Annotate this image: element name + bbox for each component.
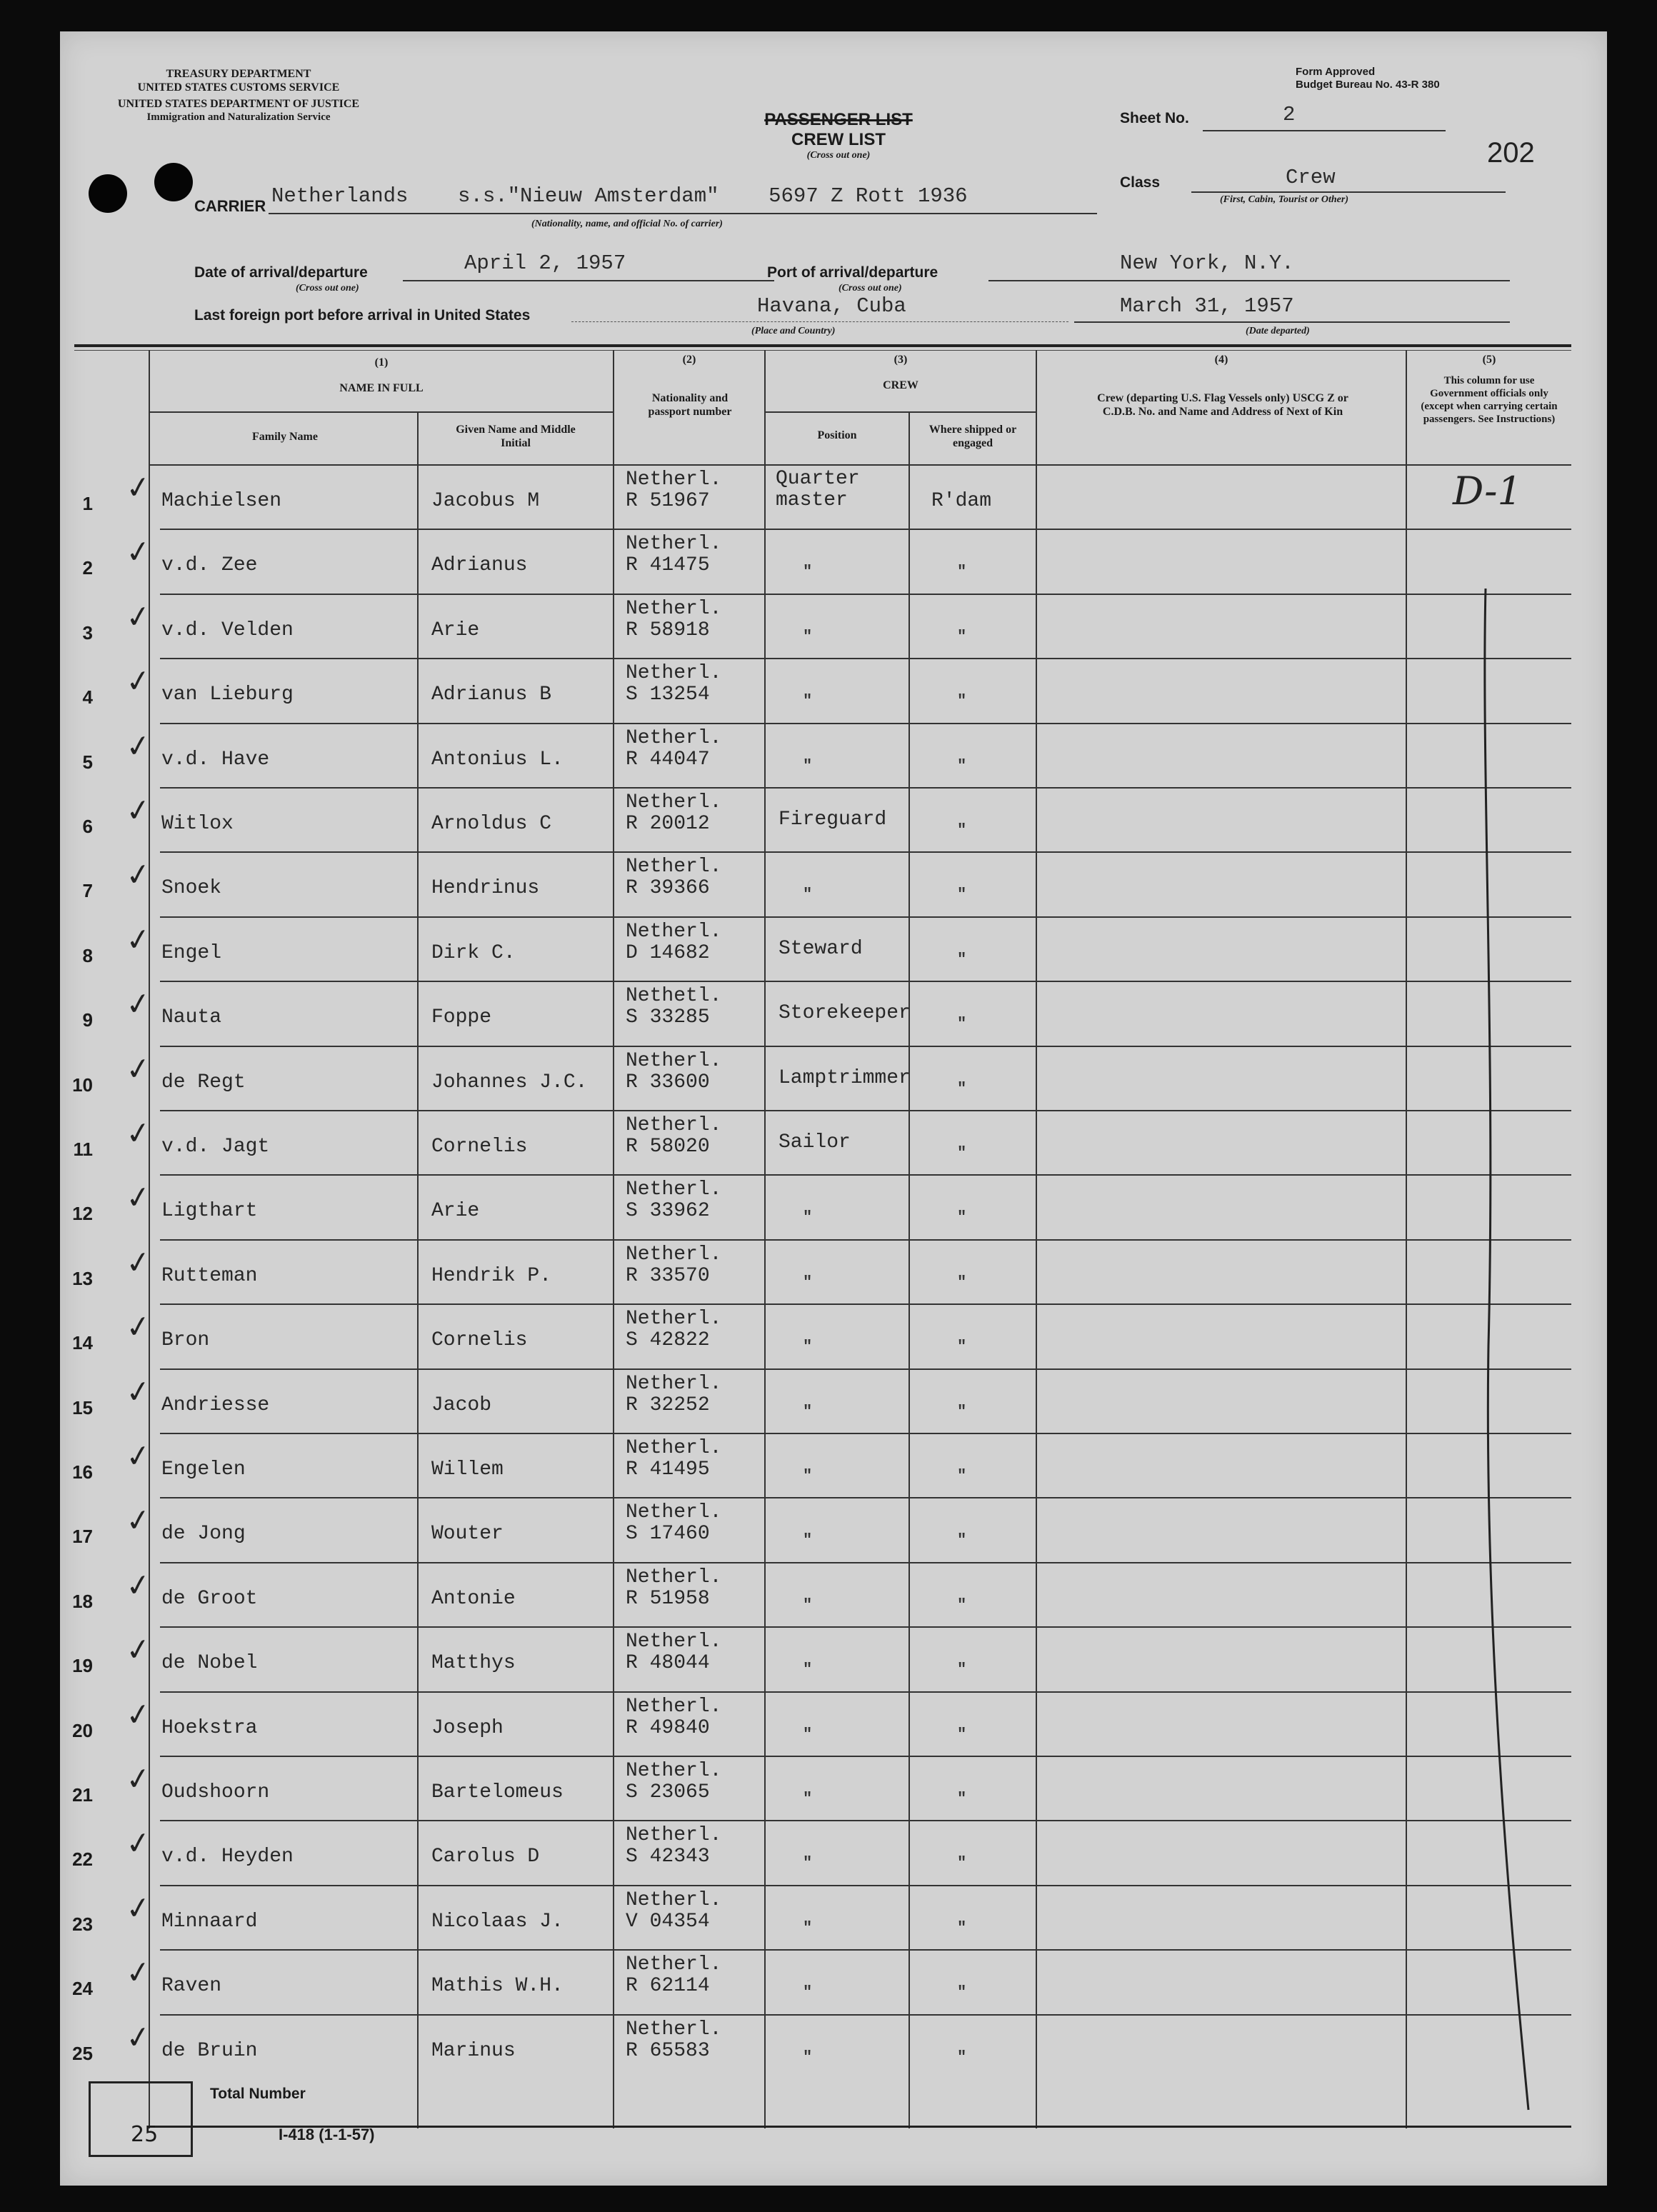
position-ditto: " [803, 2048, 813, 2066]
total-value: 25 [131, 2122, 159, 2147]
checkmark-icon: ✓ [123, 1436, 154, 1476]
position-ditto: " [803, 1854, 813, 1873]
row-number: 10 [72, 1074, 93, 1096]
given-name: Arie [431, 1200, 480, 1223]
given-name: Jacobus M [431, 490, 540, 512]
row-number: 7 [82, 880, 93, 902]
where-shipped-ditto: " [957, 1596, 967, 1614]
family-name: v.d. Velden [161, 619, 294, 641]
row-number: 22 [72, 1848, 93, 1871]
where-shipped-ditto: " [957, 627, 967, 646]
checkmark-icon: ✓ [123, 468, 154, 507]
where-shipped-ditto: " [957, 886, 967, 904]
date-cross-note: (Cross out one) [296, 283, 359, 294]
checkmark-icon: ✓ [123, 1888, 154, 1928]
passport-number: R 33570 [626, 1264, 710, 1287]
given-name: Carolus D [431, 1846, 540, 1868]
nationality: Netherl. [626, 2018, 722, 2041]
nationality: Netherl. [626, 469, 722, 491]
row-divider [160, 1303, 1571, 1305]
nationality: Netherl. [626, 1308, 722, 1331]
row-divider [160, 1626, 1571, 1628]
given-name: Antonie [431, 1587, 516, 1610]
row-divider [160, 1174, 1571, 1176]
position: Storekeeper [779, 1002, 911, 1025]
nationality: Netherl. [626, 1049, 722, 1072]
given-name: Cornelis [431, 1136, 528, 1158]
given-name: Jacob [431, 1393, 492, 1416]
official-note: D-1 [1453, 469, 1522, 514]
where-shipped-ditto: " [957, 1208, 967, 1227]
passport-number: S 13254 [626, 684, 710, 706]
position-ditto: " [803, 1467, 813, 1485]
row-divider [160, 1368, 1571, 1370]
col2-number: (2) [682, 354, 696, 366]
where-shipped-ditto: " [957, 1854, 967, 1873]
row-divider [160, 1820, 1571, 1821]
carrier-label: CARRIER [194, 197, 266, 215]
nationality: Netherl. [626, 533, 722, 556]
where-shipped-ditto: " [957, 1079, 967, 1098]
col4-number: (4) [1214, 354, 1228, 366]
given-name: Joseph [431, 1716, 504, 1739]
departed-note: (Date departed) [1246, 326, 1310, 336]
passport-number: R 58918 [626, 619, 710, 641]
col2-title: Nationality and passport number [648, 392, 732, 418]
col-where-shipped: Where shipped or engaged [928, 424, 1017, 449]
family-name: van Lieburg [161, 684, 294, 706]
nationality: Netherl. [626, 1695, 722, 1718]
row-number: 3 [82, 621, 93, 644]
row-divider [160, 1239, 1571, 1241]
where-shipped-ditto: " [957, 1015, 967, 1034]
nationality: Netherl. [626, 1824, 722, 1847]
document-sheet [60, 31, 1607, 2186]
nationality: Netherl. [626, 791, 722, 814]
nationality: Netherl. [626, 1437, 722, 1459]
nationality: Netherl. [626, 1631, 722, 1653]
row-divider [160, 787, 1571, 789]
where-shipped-ditto: " [957, 1531, 967, 1550]
given-name: Matthys [431, 1652, 516, 1675]
row-number: 17 [72, 1526, 93, 1548]
family-name: Engel [161, 941, 222, 964]
class-note: (First, Cabin, Tourist or Other) [1220, 194, 1348, 205]
passport-number: R 48044 [626, 1652, 710, 1675]
bracket-line-icon [1460, 560, 1574, 2117]
checkmark-icon: ✓ [123, 856, 154, 894]
where-shipped-ditto: " [957, 563, 967, 581]
budget-bureau: Budget Bureau No. 43-R 380 [1296, 79, 1440, 91]
where-shipped: R'dam [931, 490, 992, 512]
checkmark-icon: ✓ [123, 1695, 154, 1733]
family-name: v.d. Zee [161, 554, 258, 577]
passport-number: S 23065 [626, 1781, 710, 1803]
checkmark-icon: ✓ [123, 1178, 154, 1217]
where-shipped-ditto: " [957, 2048, 967, 2066]
checkmark-icon: ✓ [123, 533, 154, 571]
position-ditto: " [803, 1338, 813, 1356]
where-shipped-ditto: " [957, 1144, 967, 1162]
position-ditto: " [803, 1983, 813, 2002]
col5-number: (5) [1482, 354, 1496, 366]
cross-out-note: (Cross out one) [806, 150, 871, 161]
where-shipped-ditto: " [957, 1790, 967, 1808]
passport-number: S 33285 [626, 1006, 710, 1029]
row-divider [160, 594, 1571, 595]
family-name: Raven [161, 1975, 222, 1998]
nationality: Netherl. [626, 920, 722, 943]
row-number: 11 [73, 1138, 93, 1160]
given-name: Johannes J.C. [431, 1071, 588, 1094]
agency-header [103, 67, 374, 124]
position-ditto: " [803, 627, 813, 646]
sheet-label: Sheet No. [1120, 110, 1189, 126]
family-name: v.d. Have [161, 748, 270, 771]
where-shipped-ditto: " [957, 1661, 967, 1679]
where-shipped-ditto: " [957, 1467, 967, 1485]
family-name: Oudshoorn [161, 1781, 270, 1803]
row-number: 19 [72, 1655, 93, 1677]
col-family-name: Family Name [252, 431, 318, 443]
class-label: Class [1120, 174, 1161, 191]
where-shipped-ditto: " [957, 1918, 967, 1937]
given-name: Mathis W.H. [431, 1975, 564, 1998]
row-number: 14 [72, 1332, 93, 1354]
checkmark-icon: ✓ [123, 1630, 154, 1669]
page-stamp: 202 [1487, 137, 1535, 169]
col1-number: (1) [374, 356, 389, 369]
punch-hole [89, 174, 127, 213]
family-name: de Regt [161, 1071, 246, 1094]
nationality: Nethetl. [626, 985, 722, 1008]
row-divider [160, 1433, 1571, 1434]
row-number: 2 [82, 557, 93, 579]
position: Quarter master [776, 468, 860, 511]
col5-title: This column for use Government officials only (except when carrying certain passengers. See Instructions) [1421, 375, 1558, 425]
given-name: Adrianus B [431, 684, 552, 706]
row-divider [160, 1046, 1571, 1047]
row-divider [160, 1756, 1571, 1757]
sheet-number: 2 [1283, 103, 1296, 126]
row-divider [160, 529, 1571, 530]
given-name: Hendrinus [431, 877, 540, 900]
position-ditto: " [803, 1918, 813, 1937]
row-number: 13 [72, 1267, 93, 1289]
row-number: 24 [72, 1978, 93, 2000]
passport-number: D 14682 [626, 941, 710, 964]
form-approved: Form Approved [1296, 66, 1376, 78]
row-number: 23 [72, 1913, 93, 1935]
family-name: Machielsen [161, 490, 282, 512]
passport-number: R 39366 [626, 877, 710, 900]
last-port-value: Havana, Cuba [757, 294, 906, 318]
nationality: Netherl. [626, 1953, 722, 1976]
row-divider [160, 1885, 1571, 1886]
agency-line: UNITED STATES CUSTOMS SERVICE [137, 81, 340, 94]
family-name: de Nobel [161, 1652, 258, 1675]
row-divider [160, 916, 1571, 918]
checkmark-icon: ✓ [123, 791, 154, 830]
where-shipped-ditto: " [957, 692, 967, 711]
passport-number: R 58020 [626, 1136, 710, 1158]
given-name: Hendrik P. [431, 1264, 552, 1287]
position-ditto: " [803, 1531, 813, 1550]
nationality: Netherl. [626, 662, 722, 685]
where-shipped-ditto: " [957, 1338, 967, 1356]
nationality: Netherl. [626, 856, 722, 879]
col-position: Position [817, 429, 857, 441]
nationality: Netherl. [626, 1760, 722, 1782]
position-ditto: " [803, 1725, 813, 1743]
family-name: v.d. Heyden [161, 1846, 294, 1868]
passport-number: S 42822 [626, 1329, 710, 1352]
position-ditto: " [803, 756, 813, 775]
family-name: Engelen [161, 1458, 246, 1481]
last-port-label: Last foreign port before arrival in United States [194, 307, 531, 324]
row-number: 9 [82, 1009, 93, 1031]
checkmark-icon: ✓ [123, 1243, 154, 1282]
col3-title: CREW [883, 379, 918, 391]
position-ditto: " [803, 1208, 813, 1227]
list-type: CREW LIST [791, 130, 886, 149]
family-name: Hoekstra [161, 1716, 258, 1739]
checkmark-icon: ✓ [123, 984, 154, 1024]
where-shipped-ditto: " [957, 756, 967, 775]
given-name: Cornelis [431, 1329, 528, 1352]
position-ditto: " [803, 1661, 813, 1679]
row-divider [160, 1497, 1571, 1498]
family-name: Witlox [161, 813, 234, 835]
family-name: Andriesse [161, 1393, 270, 1416]
class-value: Crew [1286, 166, 1336, 189]
row-divider [160, 1562, 1571, 1563]
where-shipped-ditto: " [957, 1983, 967, 2002]
position-ditto: " [803, 1790, 813, 1808]
port-label: Port of arrival/departure [767, 264, 938, 281]
where-shipped-ditto: " [957, 821, 967, 839]
row-divider [160, 851, 1571, 853]
family-name: Bron [161, 1329, 210, 1352]
checkmark-icon: ✓ [123, 726, 154, 765]
checkmark-icon: ✓ [123, 1824, 154, 1863]
nationality: Netherl. [626, 1501, 722, 1524]
row-number: 15 [72, 1396, 93, 1418]
agency-line: TREASURY DEPARTMENT [166, 68, 311, 80]
date-label: Date of arrival/departure [194, 264, 368, 281]
total-box [89, 2081, 193, 2157]
form-approved-block [1296, 66, 1440, 91]
row-divider [160, 723, 1571, 724]
row-number: 18 [72, 1590, 93, 1612]
col4-title: Crew (departing U.S. Flag Vessels only) USCG Z or C.D.B. No. and Name and Address of Next of Kin [1097, 392, 1348, 418]
row-divider [160, 1110, 1571, 1111]
passport-number: S 42343 [626, 1846, 710, 1868]
total-label: Total Number [210, 2086, 306, 2102]
passport-number: S 33962 [626, 1200, 710, 1223]
given-name: Wouter [431, 1523, 504, 1546]
checkmark-icon: ✓ [123, 1049, 154, 1088]
given-name: Arnoldus C [431, 813, 552, 835]
col1-title: NAME IN FULL [339, 382, 424, 394]
checkmark-icon: ✓ [123, 2018, 154, 2056]
row-number: 20 [72, 1719, 93, 1741]
checkmark-icon: ✓ [123, 1566, 154, 1605]
given-name: Antonius L. [431, 748, 564, 771]
row-number: 6 [82, 816, 93, 837]
passport-number: R 51967 [626, 490, 710, 512]
col-given-name: Given Name and Middle Initial [456, 424, 576, 449]
checkmark-icon: ✓ [123, 597, 154, 636]
position-ditto: " [803, 692, 813, 711]
passport-number: R 41495 [626, 1458, 710, 1481]
port-cross-note: (Cross out one) [838, 283, 902, 294]
list-type-struck: PASSENGER LIST [764, 110, 913, 129]
nationality: Netherl. [626, 1114, 722, 1136]
nationality: Netherl. [626, 1888, 722, 1911]
passport-number: R 32252 [626, 1393, 710, 1416]
list-type-block [717, 110, 960, 161]
given-name: Marinus [431, 2039, 516, 2062]
row-number: 25 [72, 2042, 93, 2064]
nationality: Netherl. [626, 597, 722, 620]
family-name: Minnaard [161, 1910, 258, 1933]
agency-line: UNITED STATES DEPARTMENT OF JUSTICE [117, 98, 360, 110]
given-name: Willem [431, 1458, 504, 1481]
where-shipped-ditto: " [957, 1273, 967, 1291]
passport-number: R 62114 [626, 1975, 710, 1998]
punch-hole [154, 163, 193, 201]
nationality: Netherl. [626, 1243, 722, 1266]
checkmark-icon: ✓ [123, 1113, 154, 1153]
row-number: 12 [72, 1203, 93, 1225]
position-ditto: " [803, 1273, 813, 1291]
nationality: Netherl. [626, 1566, 722, 1588]
passport-number: V 04354 [626, 1910, 710, 1933]
passport-number: R 65583 [626, 2039, 710, 2062]
carrier-note: (Nationality, name, and official No. of carrier) [531, 219, 723, 229]
family-name: de Groot [161, 1587, 258, 1610]
port-value: New York, N.Y. [1120, 251, 1294, 275]
row-number: 21 [72, 1784, 93, 1806]
checkmark-icon: ✓ [123, 1501, 154, 1540]
position: Fireguard [779, 809, 887, 831]
position: Steward [779, 937, 863, 960]
departed-value: March 31, 1957 [1120, 294, 1294, 318]
row-number: 4 [82, 686, 93, 709]
passport-number: R 33600 [626, 1071, 710, 1094]
passport-number: R 51958 [626, 1587, 710, 1610]
passport-number: R 49840 [626, 1716, 710, 1739]
checkmark-icon: ✓ [123, 920, 154, 959]
given-name: Nicolaas J. [431, 1910, 564, 1933]
checkmark-icon: ✓ [123, 1307, 154, 1346]
position-ditto: " [803, 886, 813, 904]
position-ditto: " [803, 1402, 813, 1421]
passport-number: R 41475 [626, 554, 710, 577]
form-id: I-418 (1-1-57) [279, 2126, 375, 2143]
checkmark-icon: ✓ [123, 661, 154, 701]
nationality: Netherl. [626, 726, 722, 749]
row-number: 8 [82, 944, 93, 966]
col3-number: (3) [893, 354, 908, 366]
passport-number: R 20012 [626, 813, 710, 835]
row-number: 1 [82, 493, 93, 514]
given-name: Bartelomeus [431, 1781, 564, 1803]
agency-line: Immigration and Naturalization Service [146, 111, 331, 123]
given-name: Arie [431, 619, 480, 641]
family-name: Ligthart [161, 1200, 258, 1223]
carrier-value: Netherlands s.s."Nieuw Amsterdam" 5697 Z Rott 1936 [271, 184, 968, 208]
passport-number: R 44047 [626, 748, 710, 771]
family-name: v.d. Jagt [161, 1136, 270, 1158]
row-divider [160, 981, 1571, 982]
row-divider [160, 1691, 1571, 1693]
row-divider [160, 1949, 1571, 1951]
row-number: 16 [72, 1461, 93, 1483]
row-number: 5 [82, 751, 93, 773]
checkmark-icon: ✓ [123, 1759, 154, 1798]
nationality: Netherl. [626, 1178, 722, 1201]
given-name: Foppe [431, 1006, 492, 1029]
row-divider [160, 658, 1571, 659]
family-name: de Bruin [161, 2039, 258, 2062]
last-port-note: (Place and Country) [751, 326, 836, 336]
given-name: Dirk C. [431, 941, 516, 964]
nationality: Netherl. [626, 1372, 722, 1395]
checkmark-icon: ✓ [123, 1372, 154, 1411]
where-shipped-ditto: " [957, 1402, 967, 1421]
family-name: de Jong [161, 1523, 246, 1546]
family-name: Snoek [161, 877, 222, 900]
position: Lamptrimmer [779, 1066, 911, 1089]
where-shipped-ditto: " [957, 1725, 967, 1743]
row-divider [160, 2014, 1571, 2016]
position-ditto: " [803, 1596, 813, 1614]
family-name: Nauta [161, 1006, 222, 1029]
date-value: April 2, 1957 [464, 251, 626, 275]
where-shipped-ditto: " [957, 950, 967, 969]
position-ditto: " [803, 563, 813, 581]
checkmark-icon: ✓ [123, 1953, 154, 1992]
family-name: Rutteman [161, 1264, 258, 1287]
passport-number: S 17460 [626, 1523, 710, 1546]
given-name: Adrianus [431, 554, 528, 577]
position: Sailor [779, 1131, 851, 1153]
